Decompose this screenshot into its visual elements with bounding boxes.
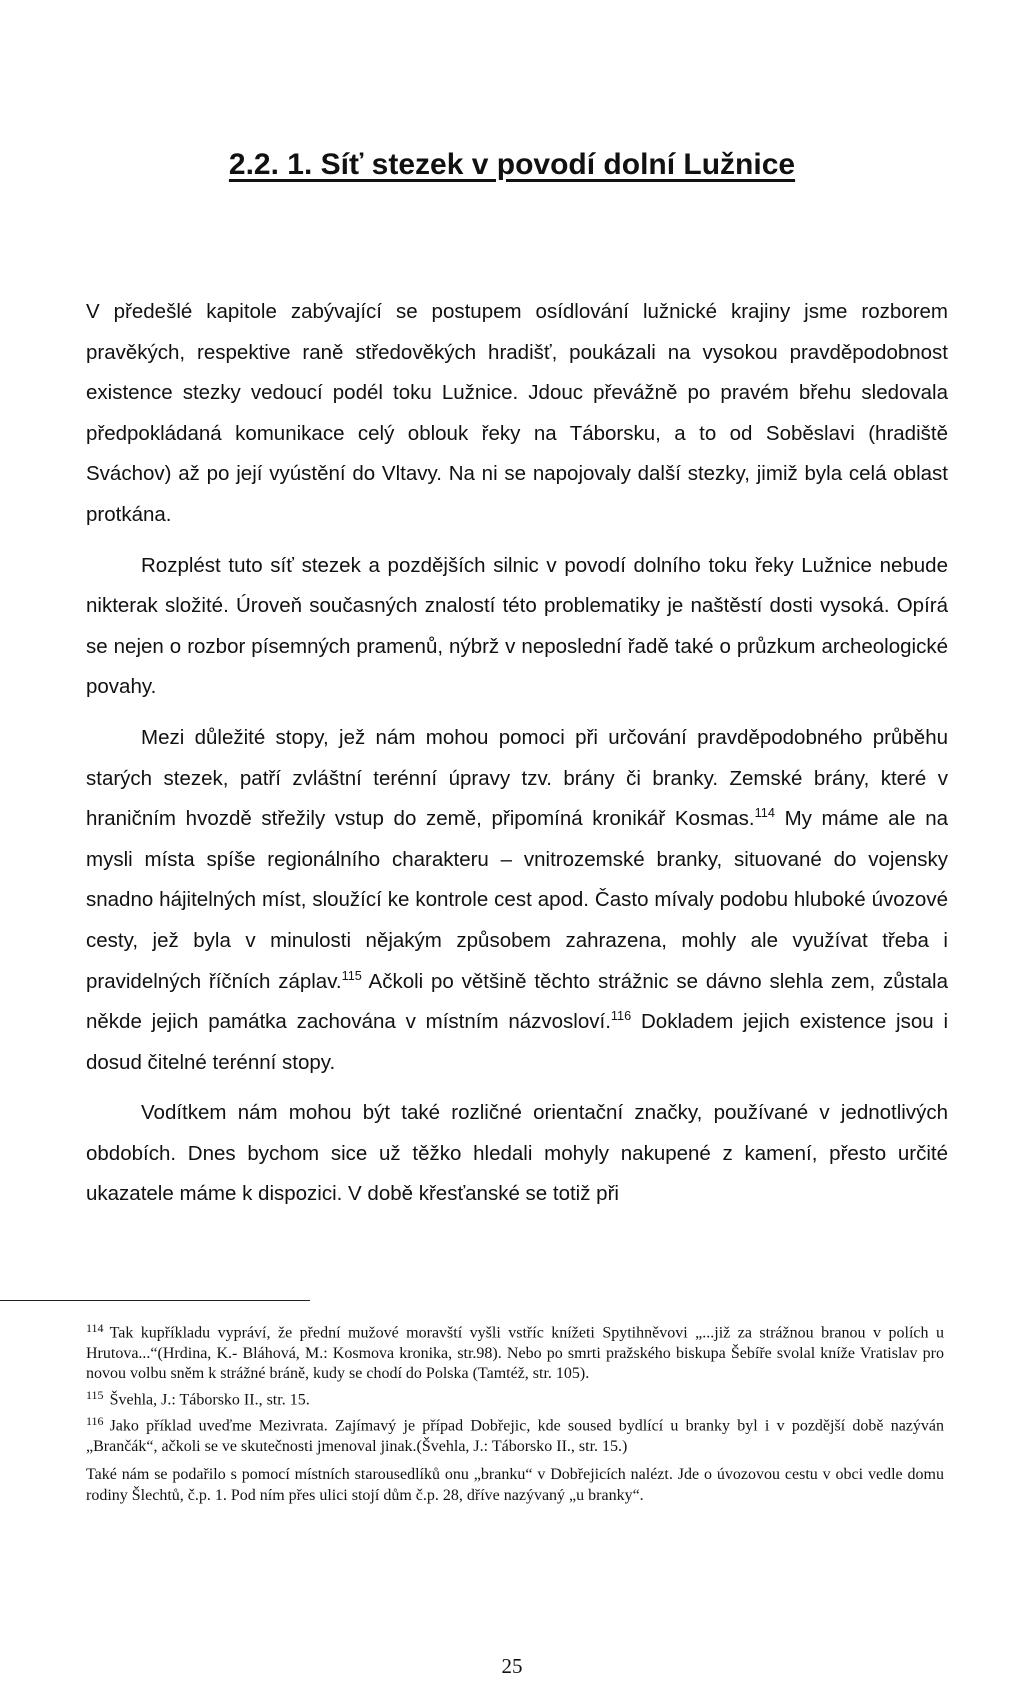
- paragraph-1: [86, 292, 948, 536]
- footnote-text: Švehla, J.: Táborsko II., str. 15.: [109, 1391, 310, 1409]
- page-number: 25: [501, 1654, 523, 1678]
- footnote-number: 116: [86, 1413, 104, 1428]
- section-heading: 2.2. 1. Síť stezek v povodí dolní Lužnice: [228, 148, 796, 181]
- footnote-reference-116[interactable]: 116: [610, 1007, 632, 1023]
- footnote-114: [86, 1318, 944, 1385]
- footnote-reference-114[interactable]: 114: [754, 804, 775, 820]
- footnotes: [86, 1318, 944, 1506]
- paragraph-2: [86, 546, 948, 708]
- paragraph-text: V předešlé kapitole zabývající se postupem osídlování lužnické krajiny jsme rozborem pravěkých, respektive raně středověkých hradišť, poukázali na vysokou pravděpodobnost existence stezky vedoucí podél toku Lužnice. Jdouc převážně po pravém břehu sledovala předpokládaná komunikace celý oblouk řeky na Táborsku, a to od Soběslavi (hradiště Sváchov) až po její vyústění do Vltavy. Na ni se napojovaly další stezky, jimiž byla celá oblast protkána.: [86, 300, 948, 526]
- footnote-116: [86, 1411, 944, 1457]
- paragraph-text: Ačkoli po většině těchto strážnic se dávno slehla zem, zůstala někde jejich památka zachována v místním názvosloví.: [86, 969, 948, 1034]
- footnote-text: Jako příklad uveďme Mezivrata. Zajímavý je případ Dobřejic, kde soused bydlící u branky byl i v pozdější době nazýván „Brančák“, ačkoli se ve skutečnosti jmenoval jinak.(Švehla, J.: Táborsko II., str. 15.): [86, 1417, 944, 1455]
- body-text: [86, 292, 948, 1225]
- paragraph-text: Rozplést tuto síť stezek a pozdějších silnic v povodí dolního toku řeky Lužnice nebude nikterak složité. Úroveň současných znalostí této problematiky je naštěstí dosti vysoká. Opírá se nejen o rozbor písemných pramenů, nýbrž v neposlední řadě také o průzkum archeologické povahy.: [86, 553, 948, 699]
- paragraph-4: [86, 1093, 948, 1215]
- footnote-115: [86, 1385, 944, 1411]
- footnote-separator: [0, 1300, 310, 1301]
- footnote-number: 115: [86, 1387, 104, 1402]
- paragraph-text: Mezi důležité stopy, jež nám mohou pomoci při určování pravděpodobného průběhu starých stezek, patří zvláštní terénní úpravy tzv. brány či branky. Zemské brány, které v hraničním hvozdě střežily vstup do země, připomíná kronikář Kosmas.: [86, 725, 948, 831]
- footnote-reference-115[interactable]: 115: [341, 967, 362, 983]
- paragraph-3: [86, 718, 948, 1083]
- footnote-text: Tak kupříkladu vypráví, že přední mužové moravští vyšli vstříc knížeti Spytihněvovi „...již za strážnou branou v polích u Hrutova...“(Hrdina, K.- Bláhová, M.: Kosmova kronika, str.98). Nebo po smrti pražského biskupa Šebíře svolal kníže Vratislav pro novou volbu sněm k strážné bráně, kudy se chodí do Polska (Tamtéž, str. 105).: [86, 1324, 944, 1383]
- paragraph-text: Dokladem jejich existence jsou i dosud čitelné terénní stopy.: [86, 1010, 949, 1074]
- footnote-number: 114: [86, 1321, 104, 1335]
- paragraph-text: My máme ale na mysli místa spíše regionálního charakteru – vnitrozemské branky, situované do vojensky snadno hájitelných míst, sloužící ke kontrole cest apod. Často mívaly podobu hluboké úvozové cesty, jež byla v minulosti nějakým způsobem zahrazena, mohly ale využívat třeba i pravidelných říčních záplav.: [86, 807, 948, 993]
- footnote-continuation: Také nám se podařilo s pomocí místních starousedlíků onu „branku“ v Dobřejicích nalézt. Jde o úvozovou cestu v obci vedle domu rodiny Šlechtů, č.p. 1. Pod ním přes ulici stojí dům č.p. 28, dříve nazývaný „u branky“.: [86, 1466, 944, 1504]
- paragraph-text: Vodítkem nám mohou být také rozličné orientační značky, používané v jednotlivých obdobích. Dnes bychom sice už těžko hledali mohyly nakupené z kamení, přesto určité ukazatele máme k dispozici. V době křesťanské se totiž při: [86, 1101, 948, 1206]
